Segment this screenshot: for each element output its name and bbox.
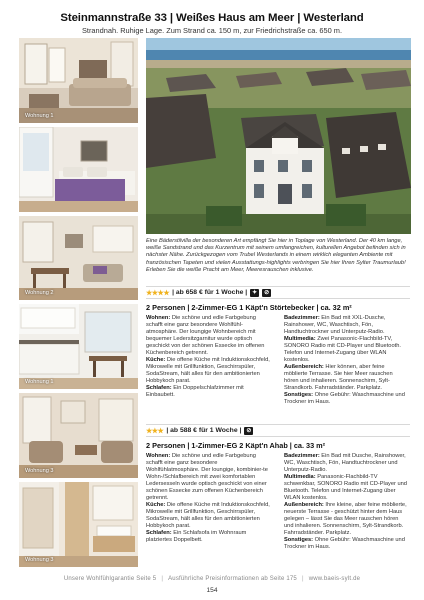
price-text: | ab 658 € für 1 Woche | — [172, 289, 248, 296]
hero-aerial-photo — [146, 38, 411, 234]
footer-guarantee-link[interactable]: Unsere Wohlfühlgarantie Seite 5 — [63, 576, 157, 582]
page-number: 154 — [206, 587, 218, 594]
photo-living-room-1 — [19, 38, 138, 123]
apartment-1-description-right — [284, 315, 408, 406]
desc-paragraph: Küche: Die offene Küche mit Induktionskochfeld, Mikrowelle mit Grillfunktion, Geschirrspüler, SodaStream, hält alles für den ambitionierten Hobbykoch parat. — [146, 502, 270, 529]
desc-paragraph: Badezimmer: Ein Bad mit Dusche, Rainshower, WC, Waschtisch, Fön, Handtuchtrockner und Unterputz-Radio. — [284, 453, 406, 473]
apartment-title-1: 2 Personen | 2-Zimmer-EG 1 Käpt'n Störtebecker | ca. 32 m² — [146, 303, 352, 312]
price-text: | ab 588 € für 1 Woche | — [166, 427, 242, 434]
desc-paragraph: Schlafen: Ein Doppelschlafzimmer mit Einbaubett. — [146, 385, 244, 398]
page-subtitle: Strandnah. Ruhige Lage. Zum Strand ca. 150 m, zur Friedrichstraße ca. 650 m. — [81, 26, 343, 35]
photo-bathroom-3 — [19, 482, 138, 567]
desc-paragraph: Badezimmer: Ein Bad mit XXL-Dusche, Rainshower, WC, Waschtisch, Fön, Handtuchtrockner und Unterputz-Radio. — [284, 315, 386, 335]
photo-dining-2 — [19, 216, 138, 300]
rating-price-bar-2 — [146, 424, 410, 437]
photo-caption: Wohnung 2 — [25, 290, 54, 296]
photo-caption: Wohnung 3 — [25, 468, 54, 474]
desc-paragraph: Sonstiges: Ohne Gebühr: Waschmaschine und Trockner im Haus. — [284, 537, 405, 550]
rating-price-bar-1 — [146, 286, 410, 299]
star-rating-icon: ★★★ — [146, 427, 164, 435]
footer-website-link[interactable]: www.baeis-sylt.de — [308, 576, 361, 582]
desc-paragraph: Multimedia: Zwei Panasonic-Flachbild-TV, SONORO Radio mit CD-Player und Bluetooth. Telefon und Internet-Zugang über WLAN kostenlos. — [284, 336, 401, 363]
no-smoking-icon: ⊘ — [264, 289, 270, 296]
desc-paragraph: Multimedia: Panasonic-Flachbild-TV schwenkbar, SONORO Radio mit CD-Player und Bluetooth. Telefon und Internet-Zugang über WLAN kostenlos. — [284, 474, 407, 501]
footer-price-info-link[interactable]: Ausführliche Preisinformationen ab Seite 175 — [168, 576, 297, 582]
page-title: Steinmannstraße 33 | Weißes Haus am Meer | Westerland — [60, 12, 364, 24]
photo-caption: Wohnung 3 — [25, 557, 54, 563]
desc-paragraph: Sonstiges: Ohne Gebühr: Waschmaschine und Trockner im Haus. — [284, 392, 405, 405]
pet-icon: ✦ — [252, 289, 258, 296]
photo-caption: Wohnung 1 — [25, 113, 54, 119]
desc-paragraph: Wohnen: Die schöne und edle Farbgebung schafft eine ganz besondere Wohlfühl-atmosphäre. Der loungige Wohnbereich mit bequemer Ledersitzgarnitur wurde optisch geschickt von der schönen Essecke im offenen Küchenbereich getrennt. — [146, 315, 265, 356]
intro-text: Eine Bäderstilvilla der besonderen Art empfängt Sie hier in Toplage von Westerland. Der 40 km lange, weiße Sandstrand und das Kurzentrum mit seinem umfangreichen, kulturellen Angebot befinden sich in nächster Nähe. Zurückgezogen vom Trubel Westerlands in einem wirklich eleganten Ambiente mit französischen Tapeten und vielen Ausstattungs-highlights verbringen Sie hier Ihren Sylter Traumurlaub! Erleben Sie die weiße Pracht am Meer, Meeresrauschen inklusive. — [146, 238, 406, 273]
apartment-2-description-right — [284, 453, 408, 551]
desc-paragraph: Außenbereich: Ihre kleine, aber feine möblierte, neuerste Terrasse - geschützt hinter dem Haus gelegen – lässt Sie das Meer rauschen hören und inhalieren. Sonnenschirm, Sylt-Strandkorb. Fahrradständer. Parkplatz. — [284, 502, 407, 536]
apartment-2-description-left — [146, 453, 270, 544]
photo-kitchen-1 — [19, 304, 138, 389]
star-rating-icon: ★★★★ — [146, 289, 170, 297]
photo-living-room-3 — [19, 393, 138, 478]
desc-paragraph: Wohnen: Die schöne und edle Farbgebung schafft eine ganz besondere Wohlfühlatmosphäre. Der loungige, kombinier-te Wohn-/Schlafbereich mit zwei komfortablen Ledersesseln wurde optisch geschickt von einer schönen Essecke zum offenen Küchenbereich getrennt. — [146, 453, 268, 501]
page-footer: Unsere Wohlfühlgarantie Seite 5 | Ausführliche Preisinformationen ab Seite 175 | www.baeis-sylt.de — [63, 576, 361, 582]
desc-paragraph: Küche: Die offene Küche mit Induktionskochfeld, Mikrowelle mit Grillfunktion, Geschirrspüler, SodaStream, hält alles für den ambitionierten Hobbykoch parat. — [146, 357, 270, 384]
desc-paragraph: Schlafen: Ein Schlafsofa im Wohnraum platziertes Doppelbett. — [146, 530, 247, 543]
apartment-title-2: 2 Personen | 1-Zimmer-EG 2 Käpt'n Ahab | ca. 33 m² — [146, 441, 326, 450]
apartment-1-description-left — [146, 315, 270, 399]
photo-bedroom-1 — [19, 127, 138, 212]
photo-caption: Wohnung 1 — [25, 379, 54, 385]
no-smoking-icon: ⊘ — [246, 427, 252, 434]
desc-paragraph: Außenbereich: Hier können, aber feine möblierte Terrasse. Sie hier Meer rauschen hören und inhalieren. Sonnenschirm, Sylt-Strandkorb. Fahrradständer. Parkplatz. — [284, 364, 393, 391]
